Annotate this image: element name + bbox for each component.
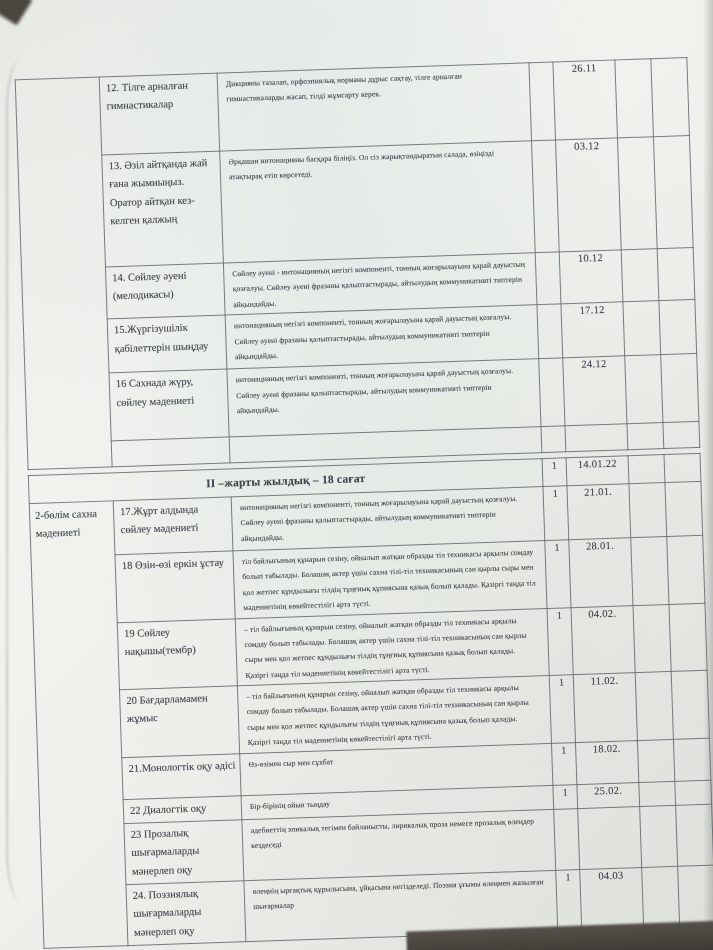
empty-cell [625,355,663,424]
hours-cell: 1 [542,458,567,487]
lesson-content: интонацияның негізгі компоненті, тонның жоғарылауына қарай дауыстың қозғалуы. Сөйлеу әуені фразаны қалыптастырады, айтылудың коммуникативті типтерін айқындайды. [225,305,539,369]
lesson-content: Әрқашан интонацияны басқара біліңіз. Ол сіз жарықтандыратын салада, өзіңізді атақтырақ етіп көрсетеді. [220,141,536,263]
hours-cell: 1 [547,607,573,675]
empty-cell [651,58,690,137]
lesson-content: тіл байлығының құнарын сезіну, ойналып жатқан образды тіл техникасы арқылы сомдау болып табылады. Болашақ актер үшін сахна тілі-тіл техникасының сан қырлы сыры мен қол жетпес құндылығы тілдің тұңғиық құпиясына қазық болып қалады. Қазіргі таңда тіл мәдениетінің көкейтестілігі арта түсті. [233,541,547,619]
hours-cell: 1 [552,742,577,785]
lesson-topic: 16 Сахнада жүру, сөйлеу мәдениеті [109,369,229,441]
section-title: ІІ –жарты жылдық – 18 сағат [28,459,543,504]
empty-cell [639,781,676,807]
empty-cell [659,300,697,355]
lesson-content: интонацияның негізгі компоненті, тонның жоғарылауына қарай дауыстың қозғалуы. Сөйлеу әуені фразаны қалыптастырады, айтылудың коммуникативті типтерін айқындайды. [231,487,545,551]
empty-cell [629,483,667,538]
lesson-content: Өз-өзімен сыр мен сұхбат [240,743,553,795]
empty-cell [673,738,710,781]
date-cell: 11.02. [573,673,637,743]
empty-cell [678,865,713,927]
hours-cell [529,62,556,141]
hours-cell [554,808,580,870]
empty-cell [664,453,701,482]
date-cell: 03.12 [555,138,621,252]
date-cell: 04.02. [571,605,635,675]
empty-cell [657,247,695,300]
hours-cell: 1 [545,540,571,608]
empty-cell [669,603,707,672]
hours-cell: 1 [556,870,582,932]
hours-cell [537,304,563,359]
date-cell: 10.12 [559,250,623,304]
empty-cell [565,424,628,452]
hours-cell: 1 [553,784,578,809]
section-label: 2-бөлім сахна мәдениеті [29,501,128,949]
lesson-plan-sheet [10,0,713,950]
lesson-content: интонацияның негізгі компоненті, тонның жоғарылауына қарай дауыстың қозғалуы. Сөйлеу әуені фразаны қалыптастырады, айтылудың коммуникативті типтерін айқындайды. [227,359,541,437]
lesson-content: Дикцияны тазалап, орфоэпиялық норманы дұрыс сақтау, тілге арналған гимнастикаларды жасап, тілді жұмсарту керек. [217,63,531,151]
lesson-topic: 12. Тілге арналған гимнастикалар [99,73,220,155]
hours-cell [539,358,565,427]
empty-cell [631,536,669,605]
empty-cell [671,670,709,739]
empty-cell [667,535,705,604]
lesson-topic: 15.Жүргізушілік қабілеттерін шыңдау [107,315,227,373]
empty-cell [111,437,230,467]
lesson-content: Бір-бірінің ойын тыңдау [241,785,554,820]
lesson-content: әдебиеттің эпикалық тегімен байланысты, лирикалық проза немесе прозалық өлеңдер кездеседі [242,809,556,880]
lesson-topic: 14. Сөйлеу әуені (мелодикасы) [105,263,225,319]
empty-cell [623,301,661,356]
date-cell: 26.11 [553,60,618,140]
empty-cell [621,249,659,302]
date-cell [578,806,642,869]
empty-cell [615,59,654,138]
lesson-topic: 24. Поэзиялық шығармаларды мәнерлеп оқу [126,881,246,946]
hours-cell: 1 [543,486,569,541]
lesson-table-first-half [15,57,701,470]
date-cell: 25.02. [577,782,640,808]
lesson-topic: 13. Әзіл айтқанда жай ғана жымиыңыз. Оратор айтқан кез-келген қалжың [102,151,224,267]
empty-cell [642,866,680,928]
lesson-content: өлеңнің ырғақтық құрылысына, ұйқасына негізделеді. Поэзия ұғымы өлеңмен жазылған шығармалар [244,870,558,941]
empty-cell [675,780,712,806]
lesson-content: – тіл байлығының құнарын сезіну, ойналып жатқан образды тіл техникасы арқылы сомдау болып табылады. Болашақ актер үшін сахна тілі-тіл техникасының сан қырлы сыры мен қол жетпес құндылығы тілдің тұңғиық құпиясына қазық болып қалады. Қазіргі таңда тіл мәдениетінің көкейтестілігі арта түсті. [237,675,551,753]
date-cell: 14.01.22 [566,456,629,486]
empty-cell [653,136,693,249]
lesson-topic: 19 Сөйлеу нақышы(тембр) [117,618,237,689]
lesson-content: – тіл байлығының құнарын сезіну, ойналып жатқан образды тіл техникасы арқылы сомдау болып табылады. Болашақ актер үшін сахна тілі-тіл техникасының сан қырлы сыры мен қол жетпес құндылығы тілдің тұңғиық құпиясына қазық болып қалады. Қазіргі таңда тіл мәдениетінің көкейтестілігі арта түсті. [235,608,549,686]
hours-cell [532,140,560,253]
lesson-topic: 22 Диалогтік оқу [123,795,242,823]
lesson-topic: 18 Өзін-өзі еркін ұстау [115,551,235,622]
lesson-topic: 23 Прозалық шығармаларды мәнерлеп оқу [124,820,244,885]
empty-cell [665,481,703,536]
hours-cell: 1 [549,675,575,743]
table-row [18,136,693,270]
empty-cell [637,739,674,782]
hours-cell [535,252,561,305]
empty-cell [628,455,665,484]
empty-cell [661,354,699,423]
lesson-topic: 20 Бағдарламамен жұмыс [119,686,239,757]
lesson-content: Сөйлеу әуені - интонацияның негізгі компоненті, тонның жоғарылауына қарай дауыстың қозғалуы. Сөйлеу әуені фразаны қалыптастырады, айтылудың коммуникативті типтерін айқындайды. [223,253,537,315]
date-cell: 18.02. [575,740,638,784]
empty-cell [617,137,657,250]
date-cell: 28.01. [569,538,633,608]
empty-cell [640,805,678,867]
date-cell: 21.01. [567,484,631,540]
lesson-topic: 21.Монологтік оқу әдісі [122,753,241,799]
empty-cell [541,426,566,453]
date-cell: 04.03 [580,868,644,931]
empty-cell [633,604,671,673]
empty-cell [635,671,673,740]
lesson-topic: 17.Жұрт алдында сөйлеу мәдениеті [113,497,233,555]
section-cell [15,77,112,470]
date-cell: 24.12 [563,356,627,426]
empty-cell [676,804,713,866]
lesson-table-second-half [28,453,713,949]
empty-cell [627,423,664,450]
empty-cell [663,421,700,448]
date-cell: 17.12 [561,302,625,358]
